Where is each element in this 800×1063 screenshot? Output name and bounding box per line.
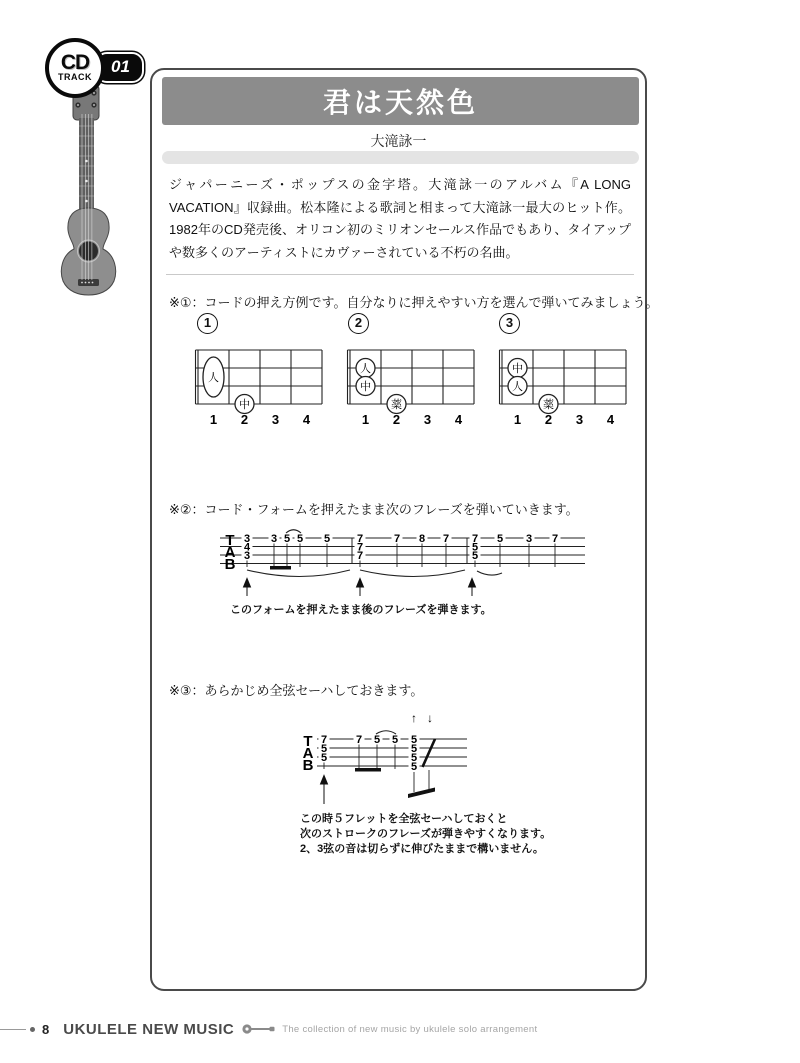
section1-heading: ※①：コードの押え方例です。自分なりに押えやすい方を選んで弾いてみましょう。 bbox=[169, 295, 659, 310]
finger-middle: 中 bbox=[512, 363, 523, 375]
tab-note: 8 bbox=[418, 533, 426, 545]
finger-middle: 中 bbox=[360, 381, 371, 393]
tab-note: 5 bbox=[410, 734, 418, 746]
hold-arc bbox=[247, 570, 502, 577]
fret-number: 3 bbox=[271, 412, 280, 427]
tab-note: 3 bbox=[243, 550, 251, 562]
fret-number: 2 bbox=[240, 412, 249, 427]
page-number: 8 bbox=[42, 1021, 50, 1037]
tab-note: 5 bbox=[283, 533, 291, 545]
tab3-caption-line3: 2、3弦の音は切らずに伸びたままで構いません。 bbox=[300, 843, 544, 855]
tab-note: 5 bbox=[410, 761, 418, 773]
tab-note: 7 bbox=[551, 533, 559, 545]
finger-ring: 薬 bbox=[391, 399, 402, 411]
arrow-up-icon bbox=[244, 579, 476, 597]
tab-note: 5 bbox=[471, 550, 479, 562]
cd-icon bbox=[45, 38, 105, 98]
ukulele-icon bbox=[241, 1023, 275, 1035]
tab-note: 5 bbox=[296, 533, 304, 545]
tab-note: 5 bbox=[471, 541, 479, 554]
tab-note: 7 bbox=[355, 734, 363, 746]
ukulele-photo bbox=[55, 84, 125, 296]
chord-diagram-3 bbox=[491, 336, 641, 431]
tab-clef-a: A bbox=[302, 745, 314, 762]
diagram-label-2: 2 bbox=[348, 313, 369, 334]
page-footer bbox=[0, 1020, 800, 1038]
tab-note: 7 bbox=[356, 550, 364, 562]
fret-number: 4 bbox=[606, 412, 615, 427]
diagram-label-1: 1 bbox=[197, 313, 218, 334]
footer-bullet bbox=[30, 1027, 35, 1032]
book-series-title: UKULELE NEW MUSIC bbox=[63, 1020, 235, 1038]
tab-note: 7 bbox=[356, 541, 364, 554]
tab-note: 3 bbox=[270, 533, 278, 545]
tab-note: 5 bbox=[320, 743, 328, 755]
tab2-caption: このフォームを押えたまま後のフレーズを弾きます。 bbox=[230, 604, 492, 616]
tab-note: 5 bbox=[373, 734, 381, 746]
chord-diagram-1 bbox=[187, 336, 337, 431]
fret-number: 3 bbox=[423, 412, 432, 427]
finger-middle: 中 bbox=[239, 399, 250, 411]
artist-name: 大滝詠一 bbox=[370, 133, 427, 149]
tab-note: 5 bbox=[391, 734, 399, 746]
footer-rule bbox=[0, 1029, 26, 1030]
chord-diagram-2 bbox=[339, 336, 489, 431]
tab-clef-a: A bbox=[224, 544, 236, 561]
tab-clef-b: B bbox=[224, 556, 236, 573]
tab-note: 7 bbox=[471, 533, 479, 545]
cd-label: CD bbox=[60, 51, 90, 74]
tab-note: 5 bbox=[496, 533, 504, 545]
finger-index: 人 bbox=[512, 381, 523, 393]
tab3-caption bbox=[300, 812, 551, 857]
fret-number: 1 bbox=[361, 412, 370, 427]
fret-number: 2 bbox=[392, 412, 401, 427]
tab-note: 5 bbox=[320, 752, 328, 764]
finger-index: 人 bbox=[360, 363, 371, 375]
finger-ring: 薬 bbox=[543, 399, 554, 411]
tab-note: 3 bbox=[525, 533, 533, 545]
tab3-caption-line1: この時５フレットを全弦セーハしておくと bbox=[300, 813, 508, 825]
strum-down-arrow: ↓ bbox=[427, 711, 433, 725]
tab-clef-t: T bbox=[303, 733, 313, 750]
tab-note: 4 bbox=[243, 541, 251, 554]
fret-number: 2 bbox=[544, 412, 553, 427]
tab-note: 7 bbox=[320, 734, 328, 746]
section3-heading: ※③：あらかじめ全弦セーハしておきます。 bbox=[169, 683, 424, 698]
tab-clef-t: T bbox=[225, 532, 235, 549]
section-divider bbox=[166, 274, 634, 275]
tab-staff-barre bbox=[292, 698, 492, 818]
decorative-bar bbox=[162, 151, 639, 164]
fret-number: 1 bbox=[209, 412, 218, 427]
track-number: 01 bbox=[95, 52, 144, 83]
tab-note: 5 bbox=[410, 743, 418, 755]
arrow-up-icon bbox=[321, 776, 328, 805]
tab-note: 3 bbox=[243, 533, 251, 545]
strum-up-arrow: ↑ bbox=[411, 711, 417, 725]
diagram-label-3: 3 bbox=[499, 313, 520, 334]
tab-staff-phrase bbox=[200, 524, 620, 598]
tab-note: 7 bbox=[393, 533, 401, 545]
tab-clef-b: B bbox=[302, 757, 314, 774]
song-title-bar bbox=[162, 77, 639, 125]
song-description: ジャパーニーズ・ポップスの金字塔。大滝詠一のアルバム『A LONG VACATION』収録曲。松本隆による歌詞と相まって大滝詠一最大のヒット作。1982年のCD発売後、オリコン初のミリオンセールス作品でもあり、タイアップや数多くのアーティストにカヴァーされている不朽の名曲。 bbox=[169, 177, 631, 260]
fret-number: 4 bbox=[302, 412, 311, 427]
tab-note: 5 bbox=[410, 752, 418, 764]
book-tagline: The collection of new music by ukulele solo arrangement bbox=[282, 1023, 538, 1035]
tab3-caption-line2: 次のストロークのフレーズが弾きやすくなります。 bbox=[300, 828, 552, 840]
fret-number: 3 bbox=[575, 412, 584, 427]
tab-note: 7 bbox=[356, 533, 364, 545]
track-label: TRACK bbox=[58, 72, 92, 82]
song-title: 君は天然色 bbox=[322, 87, 478, 118]
section2-heading: ※②：コード・フォームを押えたまま次のフレーズを弾いていきます。 bbox=[169, 502, 579, 517]
finger-barre-index: 人 bbox=[208, 372, 219, 384]
tab-note: 7 bbox=[442, 533, 450, 545]
tab-note: 5 bbox=[323, 533, 331, 545]
fret-number: 1 bbox=[513, 412, 522, 427]
page-frame bbox=[150, 68, 659, 991]
fret-number: 4 bbox=[454, 412, 463, 427]
